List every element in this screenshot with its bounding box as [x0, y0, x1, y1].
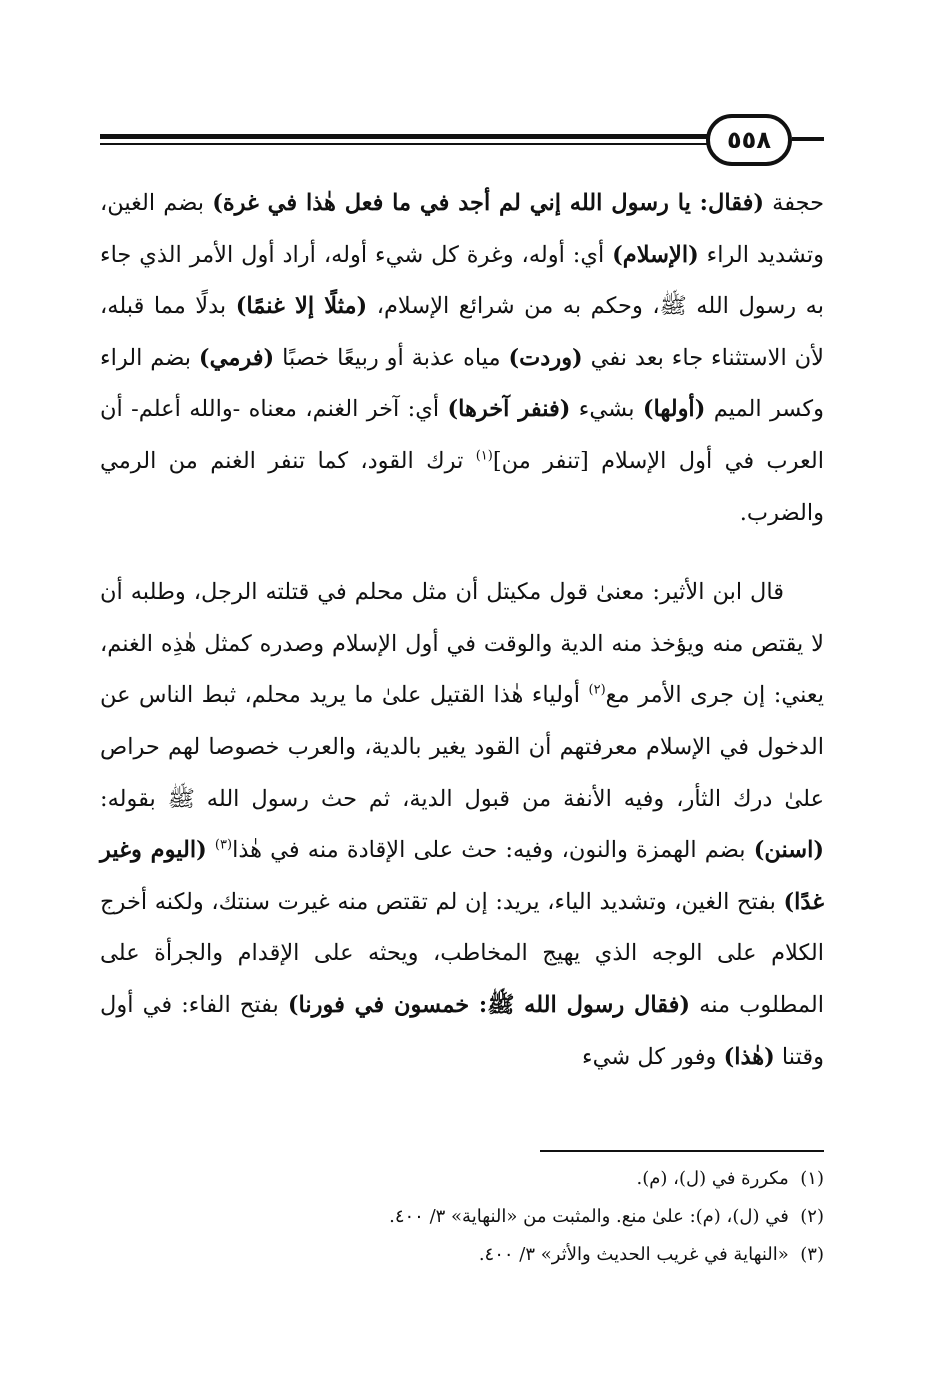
quoted-hadith-text: (اسنن) — [753, 837, 825, 864]
quoted-hadith-text: (فقال: يا رسول الله إني لم أجد في ما فعل هٰذا في غرة) — [212, 190, 764, 216]
paragraph-2 — [100, 567, 824, 1083]
main-text — [100, 178, 824, 1083]
text-run — [207, 837, 215, 863]
footnote-text: «النهاية في غريب الحديث والأثر» ٣/ ٤٠٠. — [478, 1244, 789, 1265]
footnotes — [300, 1160, 824, 1274]
text-run: بضم الراء وكسر الميم — [100, 344, 825, 423]
quoted-hadith-text: (مثلًا إلا غنمًا) — [235, 293, 368, 320]
text-run: بدلًا مما قبله، لأن الاستثناء جاء بعد نفي — [100, 293, 824, 371]
quoted-hadith-text: (فنفر آخرها) — [447, 396, 571, 423]
quoted-hadith-text: (هٰذا) — [723, 1043, 775, 1070]
text-run: بضم الهمزة والنون، وفيه: حث على الإقادة منه في هٰذا — [232, 837, 754, 864]
quoted-hadith-text: (الإسلام) — [612, 241, 699, 268]
footnote-1 — [300, 1160, 824, 1198]
footnote-ref-2[interactable]: (٢) — [588, 682, 606, 698]
quoted-hadith-text: (أولها) — [642, 396, 706, 423]
quoted-hadith-text: (فرمي) — [198, 344, 275, 371]
footnote-2 — [300, 1198, 824, 1236]
quoted-hadith-text: (اليوم وغير غدًا) — [100, 837, 824, 915]
header-rule-right — [792, 137, 824, 141]
paragraph-1 — [100, 178, 824, 539]
footnote-3 — [300, 1236, 824, 1274]
text-run: وفور كل شيء — [582, 1043, 724, 1070]
text-run: بفتح الغين، وتشديد الياء، يريد: إن لم تقتص منه غيرت سنتك، ولكنه أخرج الكلام على الوجه الذي يهيج المخاطب، ويحثه على الإقدام والجرأة على المطلوب منه — [100, 888, 824, 1018]
footnote-number: (١) — [800, 1168, 824, 1189]
text-run: بشيء — [570, 396, 643, 423]
text-run: بفتح الفاء: في أول وقتنا — [100, 991, 824, 1070]
text-run: أولياء هٰذا القتيل علىٰ ما يريد محلم، ثبط الناس عن الدخول في الإسلام معرفتهم أن القود يغير بالدية، والعرب خصوصا لهم حراص علىٰ درك الثأر، وفيه الأنفة من قبول الدية، ثم حث رسول الله ﷺ بقوله: — [100, 682, 824, 812]
footnote-separator — [540, 1150, 824, 1152]
text-run: بضم الغين، وتشديد الراء — [100, 190, 824, 268]
footnote-ref-1[interactable]: (١) — [475, 448, 493, 464]
text-run: قال ابن الأثير: معنىٰ قول مكيتل أن مثل محلم في قتلته الرجل، وطلبه أن لا يقتص منه ويؤخذ منه الدية والوقت في أول الإسلام وصدره كمثل هٰذِه الغنم، يعني: إن جرى الأمر مع — [100, 579, 825, 709]
page-header — [100, 112, 824, 176]
text-run: مياه عذبة أو ربيعًا خصبًا — [274, 344, 509, 371]
text-run: أي: آخر الغنم، معناه -والله أعلم- أن العرب في أول الإسلام [تنفر من] — [100, 396, 824, 474]
header-rule-thick — [100, 134, 720, 139]
text-run: أي: أوله، وغرة كل شيء أوله، أراد أول الأمر الذي جاء به رسول الله ﷺ، وحكم به من شرائع الإسلام، — [100, 241, 824, 320]
footnote-ref-3[interactable]: (٣) — [214, 837, 233, 853]
footnote-text: في (ل)، (م): علىٰ منع. والمثبت من «النهاية» ٣/ ٤٠٠. — [389, 1206, 789, 1227]
footnote-text: مكررة في (ل)، (م). — [636, 1168, 789, 1189]
footnote-number: (٣) — [800, 1244, 824, 1265]
text-run: حجفة — [763, 190, 825, 216]
footnote-number: (٢) — [800, 1206, 824, 1227]
quoted-hadith-text: (وردت) — [508, 344, 583, 371]
page-number: ٥٥٨ — [706, 114, 792, 166]
text-run: ترك القود، كما تنفر الغنم من الرمي والضرب. — [100, 447, 824, 526]
header-rule-thin — [100, 143, 720, 145]
quoted-hadith-text: (فقال رسول الله ﷺ: خمسون في فورنا) — [287, 991, 691, 1018]
